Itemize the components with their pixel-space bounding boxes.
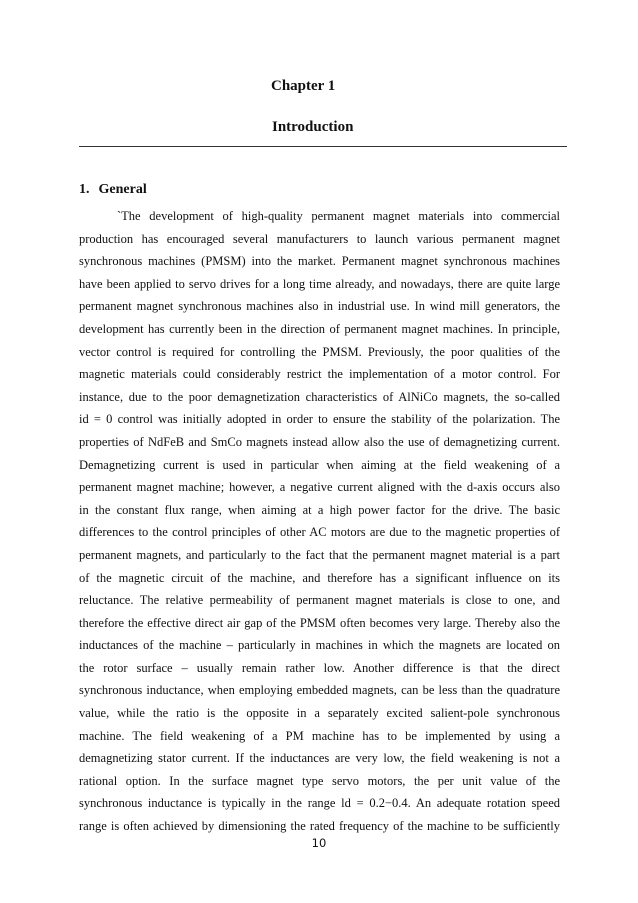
body-line: inductances of the machine – particularly in machines in which the magnets are located on: [79, 638, 560, 653]
body-line: range is often achieved by dimensioning the rated frequency of the machine to be sufficiently: [79, 819, 560, 834]
section-heading: [79, 182, 147, 198]
section-number: 1.: [79, 182, 90, 197]
body-line: of the magnetic circuit of the machine, and therefore has a significant influence on its: [79, 570, 560, 585]
body-line: id = 0 control was initially adopted in order to ensure the stability of the polarization. The: [79, 412, 560, 427]
chapter-divider: [79, 146, 567, 147]
body-line: therefore the effective direct air gap of the PMSM often becomes very large. Thereby also the: [79, 615, 560, 630]
body-line: production has encouraged several manufacturers to launch various permanent magnet: [79, 231, 560, 246]
body-line: permanent magnet synchronous machines also in industrial use. In wind mill generators, the: [79, 299, 560, 314]
body-line: demagnetizing stator current. If the inductances are very low, the field weakening is not a: [79, 751, 560, 766]
body-line: synchronous inductance is typically in the range ld = 0.2−0.4. An adequate rotation speed: [79, 796, 560, 811]
body-line: synchronous inductance, when employing embedded magnets, can be less than the quadrature: [79, 683, 560, 698]
body-line: properties of NdFeB and SmCo magnets instead allow also the use of demagnetizing current.: [79, 434, 560, 449]
body-line: reluctance. The relative permeability of permanent magnet materials is close to one, and: [79, 593, 560, 608]
body-line: synchronous machines (PMSM) into the market. Permanent magnet synchronous machines: [79, 254, 560, 269]
chapter-label: Chapter 1: [271, 78, 336, 94]
body-line: the rotor surface – usually remain rather low. Another difference is that the direct: [79, 660, 560, 675]
body-line: Demagnetizing current is used in particular when aiming at the field weakening of a: [79, 457, 560, 472]
body-line: instance, due to the poor demagnetization characteristics of AlNiCo magnets, the so-called: [79, 389, 560, 404]
body-line: machine. The field weakening of a PM machine has to be implemented by using a: [79, 728, 560, 743]
chapter-title: Introduction: [272, 119, 354, 135]
body-line: permanent magnets, and particularly to the fact that the permanent magnet material is a part: [79, 547, 560, 562]
body-line: value, while the ratio is the opposite in a separately excited salient-pole synchronous: [79, 706, 560, 721]
section-title: General: [98, 182, 147, 197]
body-line: vector control is required for controlling the PMSM. Previously, the poor qualities of the: [79, 344, 560, 359]
body-line: differences to the control principles of other AC motors are due to the magnetic properties of: [79, 525, 560, 540]
page-number: 10: [311, 836, 327, 850]
body-line: magnetic materials could considerably restrict the implementation of a motor control. For: [79, 367, 560, 382]
body-paragraph: [79, 205, 560, 838]
body-line: rational option. In the surface magnet type servo motors, the per unit value of the: [79, 773, 560, 788]
body-line: `The development of high-quality permanent magnet materials into commercial: [117, 209, 560, 223]
body-line: in the constant flux range, when aiming at a high power factor for the drive. The basic: [79, 502, 560, 517]
body-line: have been applied to servo drives for a long time already, and nowadays, there are quite large: [79, 276, 560, 291]
body-line: development has currently been in the direction of permanent magnet machines. In principle,: [79, 321, 560, 336]
body-line: permanent magnet machine; however, a negative current aligned with the d-axis occurs also: [79, 480, 560, 495]
